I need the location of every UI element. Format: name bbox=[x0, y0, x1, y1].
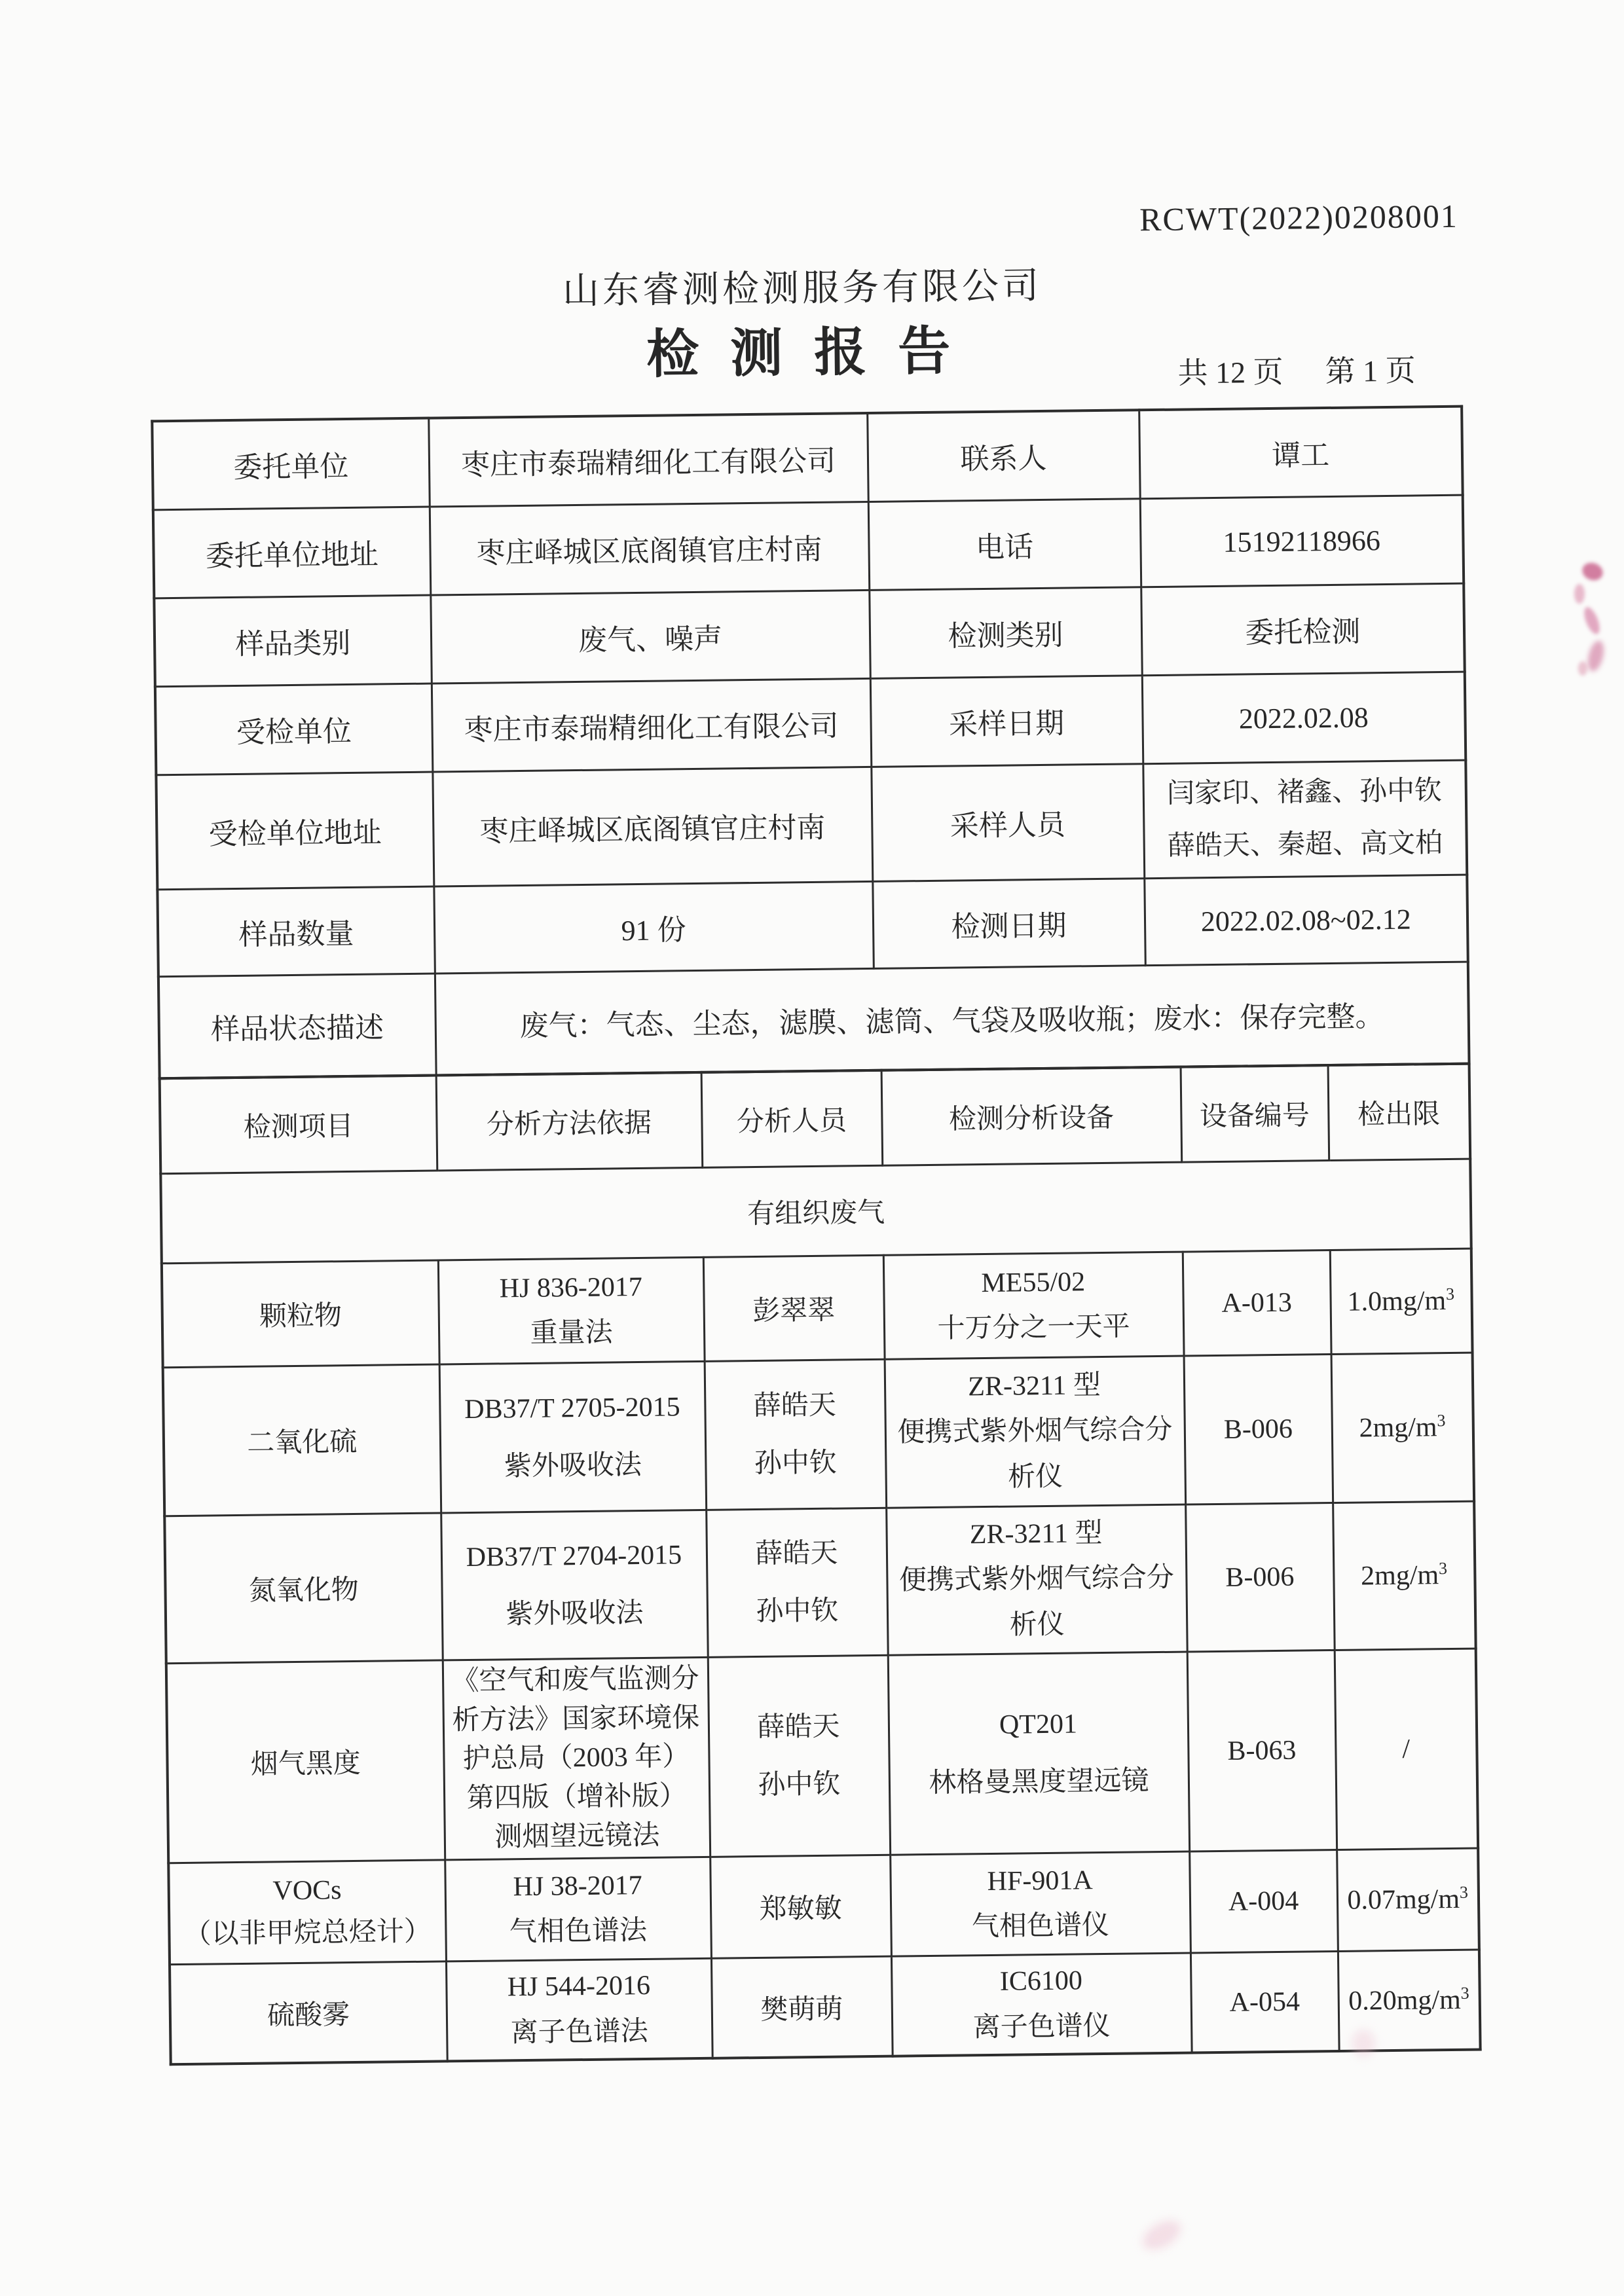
detection-limit-cell bbox=[1330, 1248, 1473, 1354]
info-value-samplers: 闫家印、褚鑫、孙中钦 薛皓天、秦超、高文柏 bbox=[1143, 760, 1467, 879]
ink-smudge bbox=[1574, 584, 1585, 604]
equipment-cell: QT201 林格曼黑度望远镜 bbox=[888, 1652, 1189, 1855]
column-header-detection-limit: 检出限 bbox=[1328, 1064, 1471, 1161]
equipment-no-cell: B-006 bbox=[1185, 1503, 1335, 1652]
section-title: 有组织废气 bbox=[160, 1159, 1471, 1264]
info-value: 2022.02.08 bbox=[1142, 672, 1466, 764]
column-header-item: 检测项目 bbox=[160, 1076, 437, 1174]
method-cell: HJ 544-2016 离子色谱法 bbox=[446, 1958, 712, 2061]
detection-limit-superscript: 3 bbox=[1437, 1411, 1446, 1430]
page-info bbox=[1177, 346, 1416, 392]
info-label: 采样日期 bbox=[870, 676, 1143, 767]
report-number: RCWT(2022)0208001 bbox=[1139, 197, 1459, 238]
info-value: 枣庄市泰瑞精细化工有限公司 bbox=[428, 413, 868, 507]
info-value: 15192118966 bbox=[1140, 495, 1464, 587]
current-page: 第 1 页 bbox=[1325, 354, 1416, 389]
info-value: 谭工 bbox=[1139, 407, 1463, 499]
info-row-client bbox=[152, 407, 1462, 510]
method-cell: HJ 836-2017 重量法 bbox=[438, 1257, 705, 1364]
equipment-no-cell: B-006 bbox=[1184, 1355, 1333, 1505]
info-label: 样品状态描述 bbox=[158, 974, 436, 1078]
analyst-cell: 薛皓天 孙中钦 bbox=[706, 1508, 888, 1657]
item-cell: 颗粒物 bbox=[162, 1260, 439, 1368]
info-label: 电话 bbox=[868, 499, 1141, 591]
method-row-vocs bbox=[168, 1848, 1479, 1965]
info-row-sample-status bbox=[158, 962, 1469, 1078]
equipment-no-cell: A-054 bbox=[1190, 1952, 1339, 2053]
report-tables bbox=[151, 405, 1479, 2066]
item-cell: VOCs （以非甲烷总烃计） bbox=[168, 1860, 446, 1965]
methods-table bbox=[158, 1063, 1482, 2066]
ink-smudge bbox=[1352, 2030, 1375, 2057]
column-header-equipment: 检测分析设备 bbox=[881, 1067, 1182, 1166]
info-label: 委托单位 bbox=[152, 418, 430, 510]
equipment-cell: HF-901A 气相色谱仪 bbox=[890, 1851, 1190, 1956]
column-header-analyst: 分析人员 bbox=[701, 1070, 883, 1168]
info-row-sample-count bbox=[157, 875, 1467, 977]
analyst-cell: 薛皓天 孙中钦 bbox=[708, 1655, 890, 1857]
info-label: 采样人员 bbox=[871, 764, 1144, 882]
info-value-sample-status: 废气：气态、尘态，滤膜、滤筒、气袋及吸收瓶；废水：保存完整。 bbox=[435, 962, 1469, 1075]
company-name: 山东睿测检测服务有限公司 bbox=[562, 265, 1043, 312]
equipment-cell: IC6100 离子色谱仪 bbox=[891, 1953, 1192, 2056]
detection-limit-superscript: 3 bbox=[1460, 1983, 1469, 2003]
method-cell: 《空气和废气监测分 析方法》国家环境保 护总局（2003 年） 第四版（增补版） 测烟望远镜法 bbox=[443, 1657, 710, 1860]
info-label: 样品数量 bbox=[157, 886, 434, 977]
methods-header-row bbox=[160, 1064, 1471, 1174]
info-value: 91 份 bbox=[434, 881, 873, 974]
info-value: 废气、噪声 bbox=[430, 590, 870, 683]
method-row-sulfuric-acid-mist bbox=[170, 1950, 1481, 2064]
info-row-inspected-unit bbox=[155, 672, 1466, 775]
section-row-organized-exhaust bbox=[160, 1159, 1471, 1264]
ink-smudge bbox=[1578, 661, 1587, 676]
info-value: 枣庄市泰瑞精细化工有限公司 bbox=[432, 678, 871, 772]
detection-limit-cell bbox=[1335, 1649, 1478, 1850]
detection-limit-cell bbox=[1337, 1848, 1479, 1951]
info-label: 受检单位 bbox=[155, 683, 433, 775]
detection-limit-value: 0.07mg/m bbox=[1347, 1884, 1460, 1916]
info-label: 委托单位地址 bbox=[153, 507, 431, 598]
detection-limit-cell bbox=[1331, 1353, 1475, 1503]
detection-limit-superscript: 3 bbox=[1459, 1882, 1469, 1902]
item-cell: 硫酸雾 bbox=[170, 1961, 447, 2064]
total-pages: 共 12 页 bbox=[1177, 355, 1283, 390]
analyst-cell: 彭翠翠 bbox=[703, 1255, 885, 1361]
detection-limit-value: 0.20mg/m bbox=[1348, 1984, 1462, 2016]
equipment-no-cell: A-013 bbox=[1183, 1250, 1331, 1357]
item-cell: 氮氧化物 bbox=[164, 1513, 443, 1664]
analyst-cell: 郑敏敏 bbox=[710, 1855, 891, 1958]
column-header-equipment-no: 设备编号 bbox=[1181, 1065, 1329, 1162]
detection-limit-superscript: 3 bbox=[1445, 1284, 1455, 1304]
detection-limit-superscript: 3 bbox=[1438, 1559, 1448, 1578]
item-cell: 烟气黑度 bbox=[166, 1660, 445, 1863]
detection-limit-value: 2mg/m bbox=[1359, 1412, 1437, 1444]
info-table bbox=[151, 405, 1470, 1080]
method-cell: HJ 38-2017 气相色谱法 bbox=[445, 1857, 711, 1961]
method-cell: DB37/T 2705-2015 紫外吸收法 bbox=[439, 1361, 707, 1513]
info-label: 受检单位地址 bbox=[156, 772, 434, 890]
equipment-no-cell: B-063 bbox=[1187, 1650, 1337, 1851]
equipment-cell: ZR-3211 型 便携式紫外烟气综合分 析仪 bbox=[885, 1356, 1186, 1508]
method-row-smoke-blackness bbox=[166, 1649, 1478, 1863]
info-row-inspected-address bbox=[156, 760, 1467, 890]
info-value: 2022.02.08~02.12 bbox=[1144, 875, 1467, 966]
info-value: 委托检测 bbox=[1141, 583, 1464, 676]
detection-limit-cell bbox=[1333, 1501, 1476, 1650]
equipment-cell: ZR-3211 型 便携式紫外烟气综合分 析仪 bbox=[886, 1504, 1187, 1655]
info-row-sample-category bbox=[154, 583, 1464, 687]
method-row-particulate bbox=[162, 1248, 1473, 1368]
info-value: 枣庄峄城区底阁镇官庄村南 bbox=[430, 501, 869, 595]
method-row-sulfur-dioxide bbox=[163, 1353, 1474, 1516]
equipment-no-cell: A-004 bbox=[1189, 1850, 1338, 1954]
info-value: 枣庄峄城区底阁镇官庄村南 bbox=[432, 767, 872, 886]
equipment-cell: ME55/02 十万分之一天平 bbox=[883, 1252, 1184, 1359]
method-row-nitrogen-oxides bbox=[164, 1501, 1475, 1664]
detection-limit-value: 1.0mg/m bbox=[1347, 1286, 1447, 1317]
analyst-cell: 樊萌萌 bbox=[711, 1956, 893, 2058]
detection-limit-value: / bbox=[1402, 1734, 1411, 1764]
info-label: 样品类别 bbox=[154, 595, 432, 687]
column-header-method: 分析方法依据 bbox=[436, 1072, 703, 1171]
info-row-client-address bbox=[153, 495, 1464, 598]
report-title: 检 测 报 告 bbox=[646, 323, 960, 384]
info-label: 检测类别 bbox=[869, 587, 1142, 679]
analyst-cell: 薛皓天 孙中钦 bbox=[705, 1359, 887, 1510]
item-cell: 二氧化硫 bbox=[163, 1364, 441, 1516]
info-label: 联系人 bbox=[867, 410, 1140, 501]
info-label: 检测日期 bbox=[872, 879, 1145, 969]
detection-limit-value: 2mg/m bbox=[1360, 1560, 1439, 1592]
method-cell: DB37/T 2704-2015 紫外吸收法 bbox=[441, 1510, 708, 1660]
